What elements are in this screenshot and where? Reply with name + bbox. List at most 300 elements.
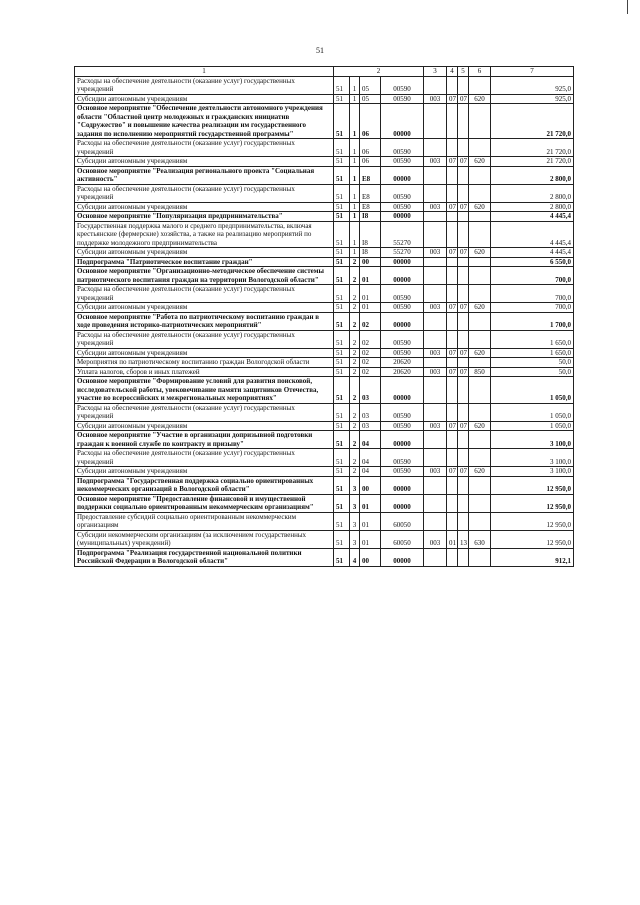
subprogram-code: 1 — [350, 166, 360, 184]
table-row — [75, 257, 574, 267]
table-row — [75, 221, 574, 248]
direction-code: 60050 — [381, 530, 424, 548]
amount: 1 700,0 — [491, 312, 574, 330]
amount: 1 050,0 — [491, 377, 574, 404]
column-header: 1 — [75, 67, 334, 77]
event-code: 00 — [360, 548, 381, 566]
table-row — [75, 184, 574, 202]
program-code: 51 — [334, 202, 350, 212]
event-code: 01 — [360, 285, 381, 303]
subprogram-code: 2 — [350, 257, 360, 267]
program-code: 51 — [334, 431, 350, 449]
amount: 21 720,0 — [491, 104, 574, 139]
amount: 12 950,0 — [491, 476, 574, 494]
row-name: Субсидии автономным учреждениям — [75, 348, 334, 358]
table-row — [75, 431, 574, 449]
subprogram-code: 3 — [350, 530, 360, 548]
direction-code: 00590 — [381, 330, 424, 348]
row-name: Государственная поддержка малого и среднего предпринимательства, включая крестьянские (фермерские) хозяйства, а также на реализацию мероприятий по поддержке молодежного предпринимательства — [75, 221, 334, 248]
subsection-code: 07 — [458, 348, 469, 358]
subsection-code — [458, 330, 469, 348]
table-row — [75, 449, 574, 467]
direction-code: 00590 — [381, 76, 424, 94]
subsection-code — [458, 104, 469, 139]
table-row — [75, 548, 574, 566]
direction-code: 00590 — [381, 285, 424, 303]
program-code: 51 — [334, 449, 350, 467]
subprogram-code: 1 — [350, 221, 360, 248]
section-code: 07 — [447, 202, 458, 212]
direction-code: 60050 — [381, 512, 424, 530]
row-name: Мероприятия по патриотическому воспитанию граждан Вологодской области — [75, 358, 334, 368]
subsection-code — [458, 312, 469, 330]
subsection-code: 13 — [458, 530, 469, 548]
ministry-code — [424, 221, 447, 248]
section-code: 07 — [447, 94, 458, 104]
subsection-code: 07 — [458, 467, 469, 477]
direction-code: 00590 — [381, 403, 424, 421]
ministry-code — [424, 330, 447, 348]
subprogram-code: 2 — [350, 467, 360, 477]
subprogram-code: 2 — [350, 431, 360, 449]
subprogram-code: 2 — [350, 348, 360, 358]
subsection-code — [458, 139, 469, 157]
amount: 12 950,0 — [491, 494, 574, 512]
row-name: Основное мероприятие "Обеспечение деятельности автономного учреждения области "Областной центр молодежных и гражданских инициатив "Содружество" и повышение качества реализации им государственного задания по исполнению мероприятий государственной программы" — [75, 104, 334, 139]
table-row — [75, 267, 574, 285]
section-code: 07 — [447, 303, 458, 313]
event-code: 01 — [360, 530, 381, 548]
row-name: Расходы на обеспечение деятельности (оказание услуг) государственных учреждений — [75, 403, 334, 421]
subprogram-code: 2 — [350, 285, 360, 303]
row-name: Предоставление субсидий социально ориентированным некоммерческим организациям — [75, 512, 334, 530]
table-row — [75, 248, 574, 258]
expense-type-code — [469, 139, 491, 157]
row-name: Расходы на обеспечение деятельности (оказание услуг) государственных учреждений — [75, 285, 334, 303]
subprogram-code: 2 — [350, 358, 360, 368]
program-code: 51 — [334, 248, 350, 258]
section-code — [447, 512, 458, 530]
row-name: Уплата налогов, сборов и иных платежей — [75, 367, 334, 377]
table-row — [75, 512, 574, 530]
table-row — [75, 139, 574, 157]
subprogram-code: 2 — [350, 330, 360, 348]
section-code — [447, 330, 458, 348]
expense-type-code: 620 — [469, 421, 491, 431]
direction-code: 00000 — [381, 494, 424, 512]
expense-type-code — [469, 494, 491, 512]
row-name: Субсидии автономным учреждениям — [75, 202, 334, 212]
expense-type-code — [469, 184, 491, 202]
direction-code: 00000 — [381, 212, 424, 222]
subsection-code — [458, 494, 469, 512]
table-row — [75, 330, 574, 348]
program-code: 51 — [334, 467, 350, 477]
program-code: 51 — [334, 212, 350, 222]
table-row — [75, 76, 574, 94]
program-code: 51 — [334, 166, 350, 184]
expense-type-code: 620 — [469, 157, 491, 167]
row-name: Подпрограмма "Государственная поддержка социально ориентированных некоммерческих организаций в Вологодской области" — [75, 476, 334, 494]
event-code: 01 — [360, 494, 381, 512]
section-code — [447, 257, 458, 267]
section-code — [447, 494, 458, 512]
row-name: Расходы на обеспечение деятельности (оказание услуг) государственных учреждений — [75, 449, 334, 467]
subsection-code: 07 — [458, 421, 469, 431]
amount: 700,0 — [491, 267, 574, 285]
amount: 21 720,0 — [491, 157, 574, 167]
program-code: 51 — [334, 303, 350, 313]
event-code: 05 — [360, 94, 381, 104]
event-code: 00 — [360, 257, 381, 267]
subprogram-code: 1 — [350, 157, 360, 167]
ministry-code — [424, 166, 447, 184]
table-row — [75, 377, 574, 404]
subprogram-code: 2 — [350, 403, 360, 421]
event-code: 06 — [360, 104, 381, 139]
column-header: 2 — [334, 67, 424, 77]
subsection-code — [458, 285, 469, 303]
page-number: 51 — [316, 46, 324, 55]
amount: 4 445,4 — [491, 221, 574, 248]
table-row — [75, 303, 574, 313]
program-code: 51 — [334, 184, 350, 202]
table-row — [75, 467, 574, 477]
section-code — [447, 312, 458, 330]
subsection-code — [458, 212, 469, 222]
expense-type-code — [469, 403, 491, 421]
ministry-code: 003 — [424, 248, 447, 258]
direction-code: 00000 — [381, 431, 424, 449]
amount: 50,0 — [491, 358, 574, 368]
column-header: 4 — [447, 67, 458, 77]
ministry-code — [424, 476, 447, 494]
section-code: 07 — [447, 348, 458, 358]
direction-code: 20620 — [381, 367, 424, 377]
expense-type-code — [469, 548, 491, 566]
event-code: 04 — [360, 449, 381, 467]
table-row — [75, 312, 574, 330]
amount: 1 650,0 — [491, 348, 574, 358]
direction-code: 00590 — [381, 449, 424, 467]
subsection-code — [458, 403, 469, 421]
subprogram-code: 1 — [350, 248, 360, 258]
program-code: 51 — [334, 358, 350, 368]
program-code: 51 — [334, 267, 350, 285]
expense-type-code — [469, 221, 491, 248]
subprogram-code: 2 — [350, 303, 360, 313]
subsection-code — [458, 476, 469, 494]
ministry-code: 003 — [424, 94, 447, 104]
section-code — [447, 267, 458, 285]
ministry-code — [424, 76, 447, 94]
row-name: Подпрограмма "Реализация государственной национальной политики Российской Федерации в Вологодской области" — [75, 548, 334, 566]
ministry-code — [424, 449, 447, 467]
subprogram-code: 1 — [350, 94, 360, 104]
section-code — [447, 377, 458, 404]
amount: 3 100,0 — [491, 449, 574, 467]
table-row — [75, 476, 574, 494]
subsection-code: 07 — [458, 157, 469, 167]
program-code: 51 — [334, 421, 350, 431]
table-row — [75, 104, 574, 139]
subprogram-code: 1 — [350, 139, 360, 157]
amount: 12 950,0 — [491, 530, 574, 548]
row-name: Основное мероприятие "Работа по патриотическому воспитанию граждан в ходе проведения историко-патриотических мероприятий" — [75, 312, 334, 330]
expense-type-code: 620 — [469, 348, 491, 358]
program-code: 51 — [334, 348, 350, 358]
table-row — [75, 212, 574, 222]
section-code — [447, 166, 458, 184]
subprogram-code: 4 — [350, 548, 360, 566]
subprogram-code: 2 — [350, 421, 360, 431]
amount: 925,0 — [491, 94, 574, 104]
program-code: 51 — [334, 476, 350, 494]
amount: 50,0 — [491, 367, 574, 377]
direction-code: 55270 — [381, 248, 424, 258]
budget-table — [74, 66, 574, 567]
ministry-code: 003 — [424, 348, 447, 358]
event-code: 06 — [360, 139, 381, 157]
ministry-code — [424, 267, 447, 285]
subsection-code — [458, 166, 469, 184]
direction-code: 00000 — [381, 166, 424, 184]
direction-code: 00000 — [381, 267, 424, 285]
ministry-code: 003 — [424, 303, 447, 313]
expense-type-code — [469, 104, 491, 139]
row-name: Основное мероприятие "Предоставление финансовой и имущественной поддержки социально ориентированным некоммерческим организациям" — [75, 494, 334, 512]
subprogram-code: 2 — [350, 267, 360, 285]
ministry-code: 003 — [424, 421, 447, 431]
event-code: 01 — [360, 267, 381, 285]
table-row — [75, 202, 574, 212]
program-code: 51 — [334, 403, 350, 421]
program-code: 51 — [334, 285, 350, 303]
expense-type-code — [469, 476, 491, 494]
direction-code: 00590 — [381, 303, 424, 313]
expense-type-code — [469, 512, 491, 530]
expense-type-code — [469, 285, 491, 303]
table-row — [75, 94, 574, 104]
direction-code: 00000 — [381, 257, 424, 267]
section-code — [447, 139, 458, 157]
direction-code: 00000 — [381, 548, 424, 566]
direction-code: 00590 — [381, 139, 424, 157]
subprogram-code: 3 — [350, 494, 360, 512]
subprogram-code: 2 — [350, 377, 360, 404]
program-code: 51 — [334, 312, 350, 330]
table-row — [75, 285, 574, 303]
expense-type-code — [469, 267, 491, 285]
ministry-code — [424, 184, 447, 202]
row-name: Расходы на обеспечение деятельности (оказание услуг) государственных учреждений — [75, 184, 334, 202]
ministry-code — [424, 212, 447, 222]
program-code: 51 — [334, 139, 350, 157]
section-code: 07 — [447, 367, 458, 377]
subsection-code: 07 — [458, 248, 469, 258]
amount: 4 445,4 — [491, 212, 574, 222]
program-code: 51 — [334, 530, 350, 548]
event-code: 02 — [360, 367, 381, 377]
direction-code: 00000 — [381, 476, 424, 494]
column-header: 5 — [458, 67, 469, 77]
column-number-row — [75, 67, 574, 77]
subsection-code: 07 — [458, 94, 469, 104]
expense-type-code — [469, 358, 491, 368]
scan-edge-mark — [627, 0, 628, 14]
event-code: 04 — [360, 467, 381, 477]
row-name: Подпрограмма "Патриотическое воспитание граждан" — [75, 257, 334, 267]
row-name: Основное мероприятие "Участие в организации допризывной подготовки граждан к военной службе по контракту и призыву" — [75, 431, 334, 449]
expense-type-code — [469, 377, 491, 404]
ministry-code: 003 — [424, 157, 447, 167]
expense-type-code — [469, 431, 491, 449]
table-row — [75, 367, 574, 377]
expense-type-code: 620 — [469, 303, 491, 313]
amount: 1 050,0 — [491, 403, 574, 421]
amount: 4 445,4 — [491, 248, 574, 258]
event-code: E8 — [360, 202, 381, 212]
row-name: Расходы на обеспечение деятельности (оказание услуг) государственных учреждений — [75, 330, 334, 348]
program-code: 51 — [334, 512, 350, 530]
subsection-code — [458, 267, 469, 285]
row-name: Расходы на обеспечение деятельности (оказание услуг) государственных учреждений — [75, 76, 334, 94]
table-row — [75, 530, 574, 548]
expense-type-code — [469, 76, 491, 94]
ministry-code: 003 — [424, 467, 447, 477]
ministry-code — [424, 403, 447, 421]
direction-code: 20620 — [381, 358, 424, 368]
event-code: 01 — [360, 303, 381, 313]
row-name: Основное мероприятие "Реализация регионального проекта "Социальная активность" — [75, 166, 334, 184]
section-code: 07 — [447, 248, 458, 258]
program-code: 51 — [334, 548, 350, 566]
ministry-code: 003 — [424, 202, 447, 212]
ministry-code: 003 — [424, 530, 447, 548]
amount: 700,0 — [491, 303, 574, 313]
program-code: 51 — [334, 257, 350, 267]
direction-code: 00000 — [381, 312, 424, 330]
section-code: 07 — [447, 467, 458, 477]
direction-code: 00000 — [381, 377, 424, 404]
direction-code: 55270 — [381, 221, 424, 248]
subsection-code — [458, 257, 469, 267]
amount: 3 100,0 — [491, 467, 574, 477]
amount: 1 650,0 — [491, 330, 574, 348]
program-code: 51 — [334, 104, 350, 139]
program-code: 51 — [334, 157, 350, 167]
event-code: 02 — [360, 358, 381, 368]
expense-type-code: 620 — [469, 202, 491, 212]
subprogram-code: 3 — [350, 476, 360, 494]
row-name: Основное мероприятие "Формирование условий для развития поисковой, исследовательской работы, увековечивание памяти защитников Отечества, участие во всероссийских и межрегиональных мероприятиях" — [75, 377, 334, 404]
ministry-code — [424, 548, 447, 566]
subsection-code — [458, 184, 469, 202]
row-name: Субсидии автономным учреждениям — [75, 157, 334, 167]
event-code: E8 — [360, 184, 381, 202]
ministry-code — [424, 104, 447, 139]
subsection-code — [458, 449, 469, 467]
direction-code: 00590 — [381, 348, 424, 358]
event-code: I8 — [360, 221, 381, 248]
section-code — [447, 476, 458, 494]
row-name: Субсидии некоммерческим организациям (за исключением государственных (муниципальных) учреждений) — [75, 530, 334, 548]
table-row — [75, 348, 574, 358]
section-code — [447, 449, 458, 467]
section-code — [447, 358, 458, 368]
subprogram-code: 3 — [350, 512, 360, 530]
direction-code: 00590 — [381, 184, 424, 202]
event-code: 03 — [360, 421, 381, 431]
amount: 3 100,0 — [491, 431, 574, 449]
event-code: E8 — [360, 166, 381, 184]
amount: 700,0 — [491, 285, 574, 303]
row-name: Субсидии автономным учреждениям — [75, 248, 334, 258]
table-row — [75, 421, 574, 431]
subprogram-code: 1 — [350, 104, 360, 139]
expense-type-code: 620 — [469, 467, 491, 477]
subsection-code — [458, 358, 469, 368]
program-code: 51 — [334, 330, 350, 348]
section-code — [447, 548, 458, 566]
section-code — [447, 76, 458, 94]
program-code: 51 — [334, 377, 350, 404]
program-code: 51 — [334, 221, 350, 248]
program-code: 51 — [334, 367, 350, 377]
row-name: Субсидии автономным учреждениям — [75, 421, 334, 431]
expense-type-code: 850 — [469, 367, 491, 377]
expense-type-code: 620 — [469, 248, 491, 258]
ministry-code: 003 — [424, 367, 447, 377]
subprogram-code: 1 — [350, 184, 360, 202]
direction-code: 00590 — [381, 467, 424, 477]
table-row — [75, 157, 574, 167]
event-code: I8 — [360, 248, 381, 258]
section-code — [447, 431, 458, 449]
row-name: Субсидии автономным учреждениям — [75, 467, 334, 477]
subprogram-code: 1 — [350, 212, 360, 222]
section-code — [447, 212, 458, 222]
amount: 2 800,0 — [491, 202, 574, 212]
column-header: 6 — [469, 67, 491, 77]
expense-type-code — [469, 257, 491, 267]
subsection-code — [458, 431, 469, 449]
section-code — [447, 285, 458, 303]
event-code: 04 — [360, 431, 381, 449]
amount: 2 800,0 — [491, 166, 574, 184]
ministry-code — [424, 431, 447, 449]
event-code: 03 — [360, 403, 381, 421]
event-code: 05 — [360, 76, 381, 94]
subsection-code — [458, 76, 469, 94]
amount: 1 050,0 — [491, 421, 574, 431]
expense-type-code — [469, 330, 491, 348]
column-header: 7 — [491, 67, 574, 77]
subprogram-code: 2 — [350, 367, 360, 377]
program-code: 51 — [334, 494, 350, 512]
expense-type-code — [469, 166, 491, 184]
table-row — [75, 494, 574, 512]
subprogram-code: 1 — [350, 202, 360, 212]
expense-type-code — [469, 312, 491, 330]
ministry-code — [424, 494, 447, 512]
amount: 2 800,0 — [491, 184, 574, 202]
event-code: 06 — [360, 157, 381, 167]
amount: 21 720,0 — [491, 139, 574, 157]
subprogram-code: 2 — [350, 312, 360, 330]
table-row — [75, 403, 574, 421]
amount: 925,0 — [491, 76, 574, 94]
